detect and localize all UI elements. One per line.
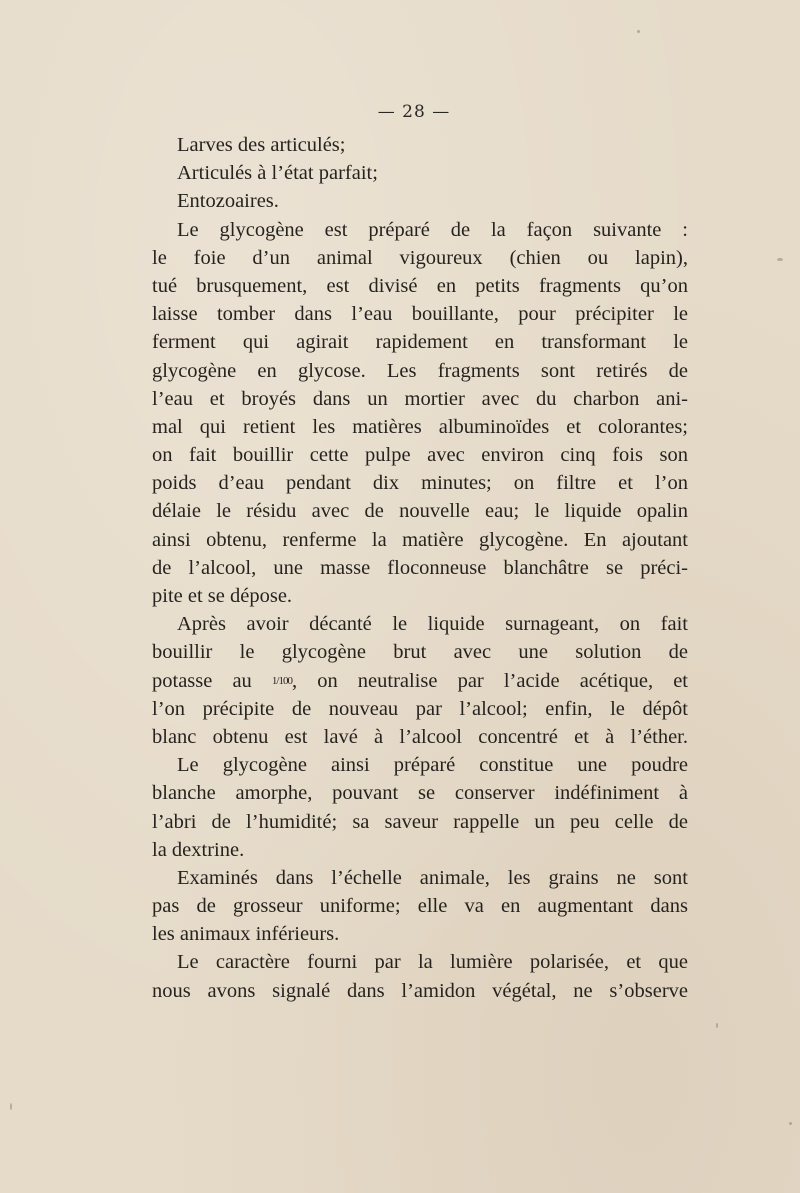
text-line: poids d’eau pendant dix minutes; on filtre et l’on [152,472,688,495]
paper-speck [637,30,640,33]
text-line: Articulés à l’état parfait; [177,162,378,185]
text-line: le foie d’un animal vigoureux (chien ou lapin), [152,246,688,269]
text-line: glycogène en glycose. Les fragments sont retirés de [152,359,688,382]
text-line: pas de grosseur uniforme; elle va en augmentant dans [152,895,688,918]
text-line: la dextrine. [152,838,245,861]
body-text [152,131,688,1005]
text-line: ainsi obtenu, renferme la matière glycogène. En ajoutant [152,528,688,551]
text-line: l’on précipite de nouveau par l’alcool; enfin, le dépôt [152,697,688,720]
paper-speck [10,1103,12,1110]
text-line: blanche amorphe, pouvant se conserver indéfiniment à [152,782,688,805]
paper-speck [716,1023,718,1028]
text-line: Examinés dans l’échelle animale, les grains ne sont [177,866,688,889]
paper-speck [789,1122,792,1125]
text-line: blanc obtenu est lavé à l’alcool concentré et à l’éther. [152,725,688,748]
text-line: les animaux inférieurs. [152,923,340,946]
text-fragment: , on neutralise par l’acide acétique, et [291,669,689,692]
text-fragment: potasse au [152,669,252,692]
text-line: Entozoaires. [177,190,279,213]
text-line: délaie le résidu avec de nouvelle eau; le liquide opalin [152,500,688,523]
text-line: Le caractère fourni par la lumière polarisée, et que [177,951,688,974]
text-line: laisse tomber dans l’eau bouillante, pour précipiter le [152,303,688,326]
text-line: bouillir le glycogène brut avec une solution de [152,641,688,664]
text-line: l’abri de l’humidité; sa saveur rappelle un peu celle de [152,810,688,833]
text-line: on fait bouillir cette pulpe avec environ cinq fois son [152,444,688,467]
text-line: tué brusquement, est divisé en petits fragments qu’on [152,274,688,297]
text-line: nous avons signalé dans l’amidon végétal, ne s’observe [152,979,688,1002]
text-line: l’eau et broyés dans un mortier avec du charbon ani- [152,387,688,410]
text-line: ferment qui agirait rapidement en transformant le [152,331,688,354]
text-line: Le glycogène est préparé de la façon suivante : [177,218,688,241]
paper-speck [777,258,783,261]
text-line: pite et se dépose. [152,585,293,607]
text-line: Larves des articulés; [177,134,346,156]
text-line-with-fraction [152,667,688,695]
text-line: de l’alcool, une masse floconneuse blanchâtre se préci- [152,556,688,579]
text-line: mal qui retient les matières albuminoïdes et colorantes; [152,415,688,438]
text-line: Après avoir décanté le liquide surnageant, on fait [177,613,688,636]
text-line: Le glycogène ainsi préparé constitue une poudre [177,754,688,777]
page-number: — 28 — [377,102,451,122]
fraction: 1/100 [271,674,292,687]
